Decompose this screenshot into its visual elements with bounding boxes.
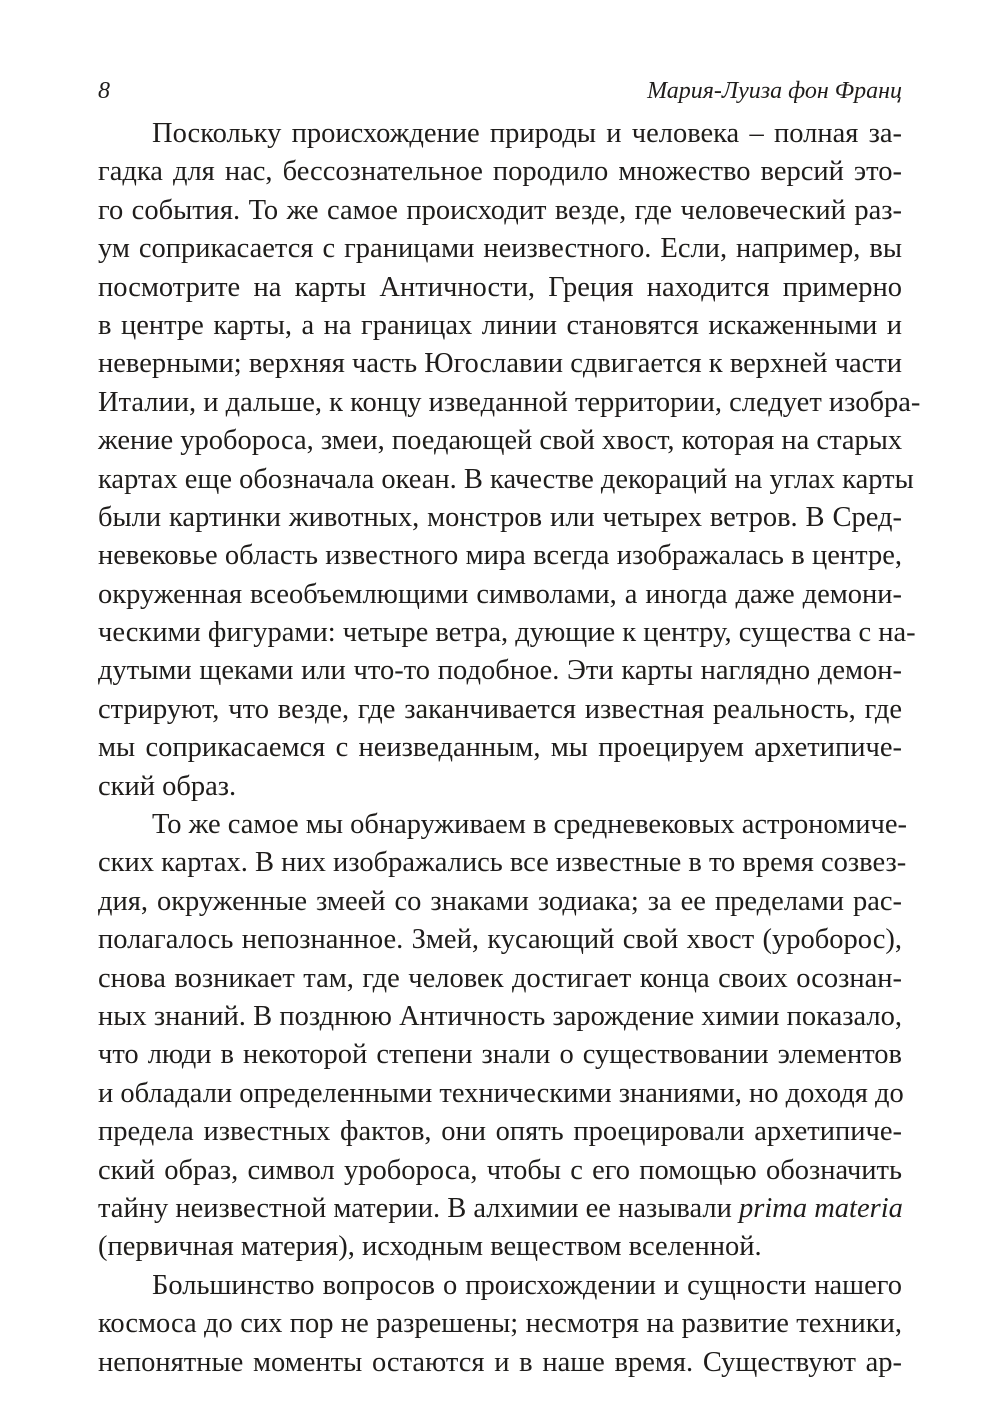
text-line: мы соприкасаемся с неизведанным, мы проецируем архетипиче-	[98, 732, 902, 764]
text-line: жение уробороса, змеи, поедающей свой хвост, которая на старых	[98, 425, 903, 457]
text-line: полагалось непознанное. Змей, кусающий свой хвост (уроборос),	[98, 924, 902, 956]
italic-term: prima materia	[738, 1192, 903, 1224]
text-line: картах еще обозначала океан. В качестве декораций на углах карты	[98, 463, 914, 495]
text-line: стрируют, что везде, где заканчивается известная реальность, где	[98, 693, 902, 725]
text-line: ных знаний. В позднюю Античность зарождение химии показало,	[98, 1000, 902, 1032]
running-head	[98, 76, 902, 106]
text-line: непонятные моменты остаются и в наше время. Существуют ар-	[98, 1346, 902, 1378]
text-line: окруженная всеобъемлющими символами, а иногда даже демони-	[98, 578, 902, 610]
text-line: дия, окруженные змеей со знаками зодиака; за ее пределами рас-	[98, 885, 902, 917]
text-line: ум соприкасается с границами неизвестного. Если, например, вы	[98, 233, 902, 265]
text-segment: тайну неизвестной материи. В алхимии ее называли	[98, 1192, 732, 1224]
text-line: и обладали определенными техническими знаниями, но доходя до	[98, 1077, 904, 1109]
text-line: Поскольку происхождение природы и человека – полная за-	[152, 118, 902, 149]
text-line: гадка для нас, бессознательное породило множество версий это-	[98, 156, 902, 188]
text-line: ский образ.	[98, 770, 237, 802]
text-line: Большинство вопросов о происхождении и сущности нашего	[152, 1269, 902, 1301]
text-line: ческими фигурами: четыре ветра, дующие к центру, существа с на-	[98, 617, 916, 649]
text-line: (первичная материя), исходным веществом вселенной.	[98, 1231, 762, 1263]
text-line: То же самое мы обнаруживаем в средневековых астрономиче-	[152, 809, 908, 841]
page-number: 8	[98, 78, 110, 104]
text-line: посмотрите на карты Античности, Греция находится примерно	[98, 271, 902, 303]
paragraph-3	[98, 1267, 902, 1382]
text-line: были картинки животных, монстров или четырех ветров. В Сред-	[98, 501, 902, 533]
text-line: неверными; верхняя часть Югославии сдвигается к верхней части	[98, 348, 902, 380]
text-line: что люди в некоторой степени знали о существовании элементов	[98, 1039, 902, 1071]
text-line: дутыми щеками или что-то подобное. Эти карты наглядно демон-	[98, 655, 902, 687]
text-line: космоса до сих пор не разрешены; несмотря на развитие техники,	[98, 1308, 902, 1340]
text-line: ских картах. В них изображались все известные в то время созвез-	[98, 847, 907, 879]
paragraph-1	[98, 115, 921, 806]
text-line: Италии, и дальше, к концу изведанной территории, следует изобра-	[98, 386, 921, 418]
text-line-with-italic	[98, 1190, 902, 1228]
body-text	[98, 115, 921, 1382]
text-line: в центре карты, а на границах линии становятся искаженными и	[98, 309, 902, 341]
text-line: го события. То же самое происходит везде, где человеческий раз-	[98, 194, 902, 226]
paragraph-2	[98, 806, 908, 1267]
text-line: предела известных фактов, они опять проецировали архетипиче-	[98, 1116, 902, 1148]
text-line: невековье область известного мира всегда изображалась в центре,	[98, 540, 902, 572]
text-line: ский образ, символ уробороса, чтобы с его помощью обозначить	[98, 1154, 902, 1186]
text-line: снова возникает там, где человек достигает конца своих осознан-	[98, 962, 902, 994]
running-title: Мария-Луиза фон Франц	[647, 78, 902, 104]
